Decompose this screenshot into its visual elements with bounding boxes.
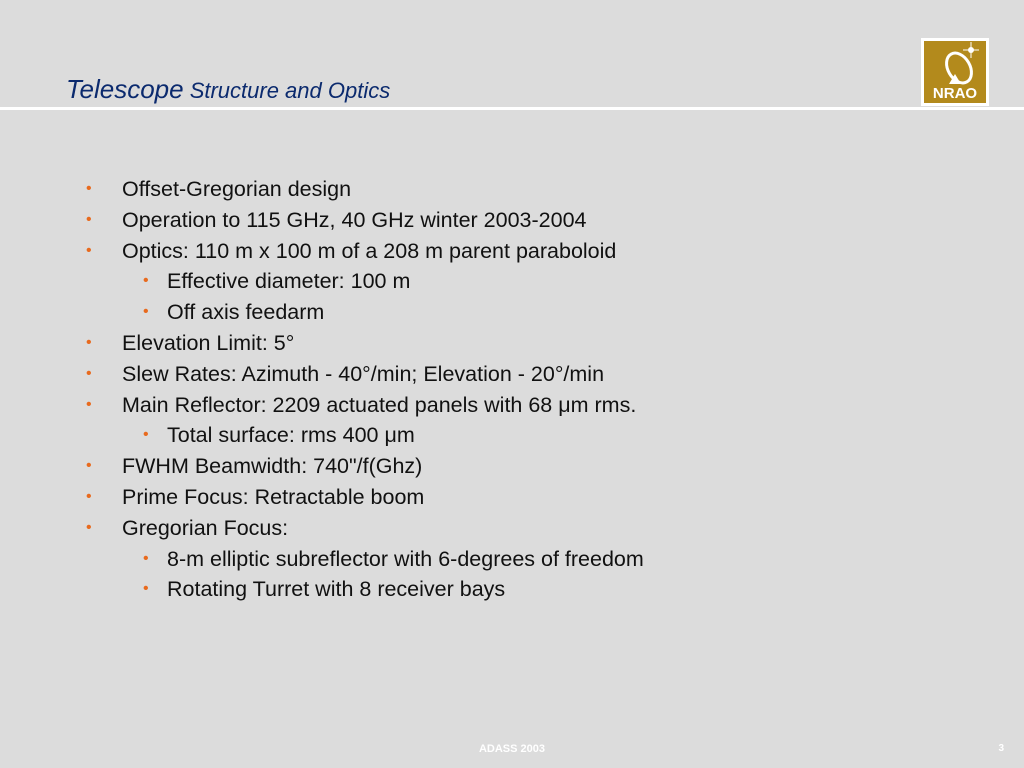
page-number: 3 [998,743,1004,754]
bullet-text: Off axis feedarm [167,300,325,325]
bullet-icon: • [86,333,92,351]
bullet-text: Effective diameter: 100 m [167,269,411,294]
bullet-text: Optics: 110 m x 100 m of a 208 m parent paraboloid [122,238,617,263]
bullet-text: FWHM Beamwidth: 740"/f(Ghz) [122,454,423,479]
title-rest: Structure and Optics [183,78,391,103]
nrao-logo-icon [921,38,989,106]
bullet-icon: • [86,487,92,505]
title-main: Telescope [66,74,184,104]
bullet-icon: • [86,210,92,228]
sub-bullet-item [0,420,1024,451]
bullet-icon: • [86,518,92,536]
bullet-icon: • [143,549,149,567]
bullet-item [0,328,1024,359]
sub-bullet-item [0,574,1024,605]
bullet-text: Gregorian Focus: [122,515,289,540]
bullet-text: Rotating Turret with 8 receiver bays [167,577,506,602]
bullet-icon: • [86,457,92,475]
bullet-text: Operation to 115 GHz, 40 GHz winter 2003-2004 [122,207,587,232]
bullet-item [0,513,1024,544]
bullet-icon: • [86,180,92,197]
bullet-text: Total surface: rms 400 μm [167,423,415,448]
bullet-item [0,236,1024,267]
bullet-text: Prime Focus: Retractable boom [122,484,425,509]
bullet-icon: • [143,580,149,598]
bullet-list [0,174,1024,605]
bullet-item [0,174,1024,205]
bullet-text: Elevation Limit: 5° [122,330,295,355]
slide-title [66,74,390,105]
bullet-text: Slew Rates: Azimuth - 40°/min; Elevation - 20°/min [122,361,605,386]
bullet-text: Offset-Gregorian design [122,177,352,201]
bullet-text: 8-m elliptic subreflector with 6-degrees of freedom [167,546,644,571]
bullet-text: Main Reflector: 2209 actuated panels with 68 μm rms. [122,392,637,417]
bullet-icon: • [143,272,149,290]
bullet-icon: • [86,241,92,259]
footer-conference: ADASS 2003 [478,743,546,755]
header-divider [0,107,1024,110]
bullet-item [0,205,1024,236]
sub-bullet-item [0,297,1024,328]
sub-bullet-item [0,266,1024,297]
sub-bullet-item [0,544,1024,575]
logo-text: NRAO [932,85,978,102]
bullet-item [0,359,1024,390]
bullet-icon: • [86,364,92,382]
bullet-item [0,482,1024,513]
slide-header [0,0,1024,110]
slide-footer [0,735,1024,768]
bullet-item [0,390,1024,421]
bullet-icon: • [143,426,149,444]
bullet-icon: • [86,395,92,413]
bullet-icon: • [143,303,149,321]
bullet-item [0,451,1024,482]
